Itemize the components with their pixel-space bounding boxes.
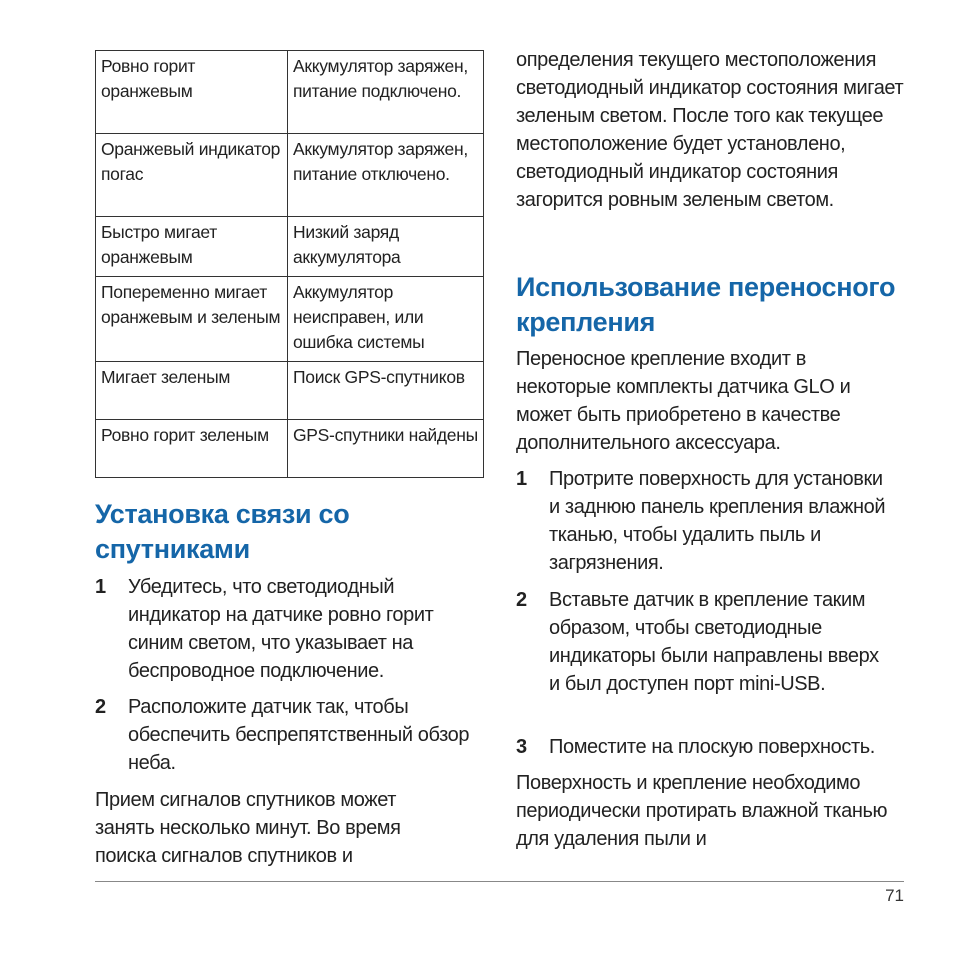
meaning-cell: Аккумулятор неисправен, или ошибка системы	[288, 277, 484, 362]
table-row	[96, 51, 484, 134]
step-item	[516, 733, 911, 765]
table-row	[96, 277, 484, 362]
table-row	[96, 134, 484, 217]
step-item	[95, 693, 490, 783]
step-text: Вставьте датчик в крепление таким образом, чтобы светодиодные индикаторы были направлены вверх и был доступен порт mini-USB.	[549, 589, 879, 695]
meaning-cell: GPS-спутники найдены	[288, 420, 484, 478]
step-number: 1	[516, 468, 527, 490]
meaning-cell: Аккумулятор заряжен, питание отключено.	[288, 134, 484, 217]
meaning-cell: Аккумулятор заряжен, питание подключено.	[288, 51, 484, 134]
step-number: 3	[516, 736, 527, 758]
step-number: 2	[516, 589, 527, 611]
body-paragraph-intro: Переносное крепление входит в некоторые комплекты датчика GLO и может быть приобретено в качестве дополнительного аксессуара.	[516, 348, 851, 454]
section-heading-satellites: Установка связи со спутниками	[95, 499, 350, 564]
body-paragraph-continued: определения текущего местоположения светодиодный индикатор состояния мигает зеленым светом. После того как текущее местоположение будет установлено, светодиодный индикатор состояния загорится ровным зеленым светом.	[516, 49, 904, 211]
meaning-cell: Поиск GPS-спутников	[288, 362, 484, 420]
section-heading-portable-mount: Использование переносного крепления	[516, 272, 896, 337]
step-item	[516, 465, 911, 585]
step-text: Убедитесь, что светодиодный индикатор на датчике ровно горит синим светом, что указывает на беспроводное подключение.	[128, 576, 434, 682]
step-number: 2	[95, 696, 106, 718]
status-cell: Ровно горит оранжевым	[96, 51, 288, 134]
status-cell: Попеременно мигает оранжевым и зеленым	[96, 277, 288, 362]
led-status-table	[95, 50, 484, 478]
body-paragraph-outro: Поверхность и крепление необходимо периодически протирать влажной тканью для удаления пыли и	[516, 772, 888, 850]
body-paragraph: Прием сигналов спутников может занять несколько минут. Во время поиска сигналов спутников и	[95, 789, 401, 867]
status-cell: Быстро мигает оранжевым	[96, 217, 288, 277]
page-number: 71	[885, 886, 904, 905]
step-item	[95, 573, 490, 693]
status-cell: Мигает зеленым	[96, 362, 288, 420]
footer-divider	[95, 881, 904, 882]
status-cell: Оранжевый индикатор погас	[96, 134, 288, 217]
table-row	[96, 420, 484, 478]
step-number: 1	[95, 576, 106, 598]
step-text: Протрите поверхность для установки и заднюю панель крепления влажной тканью, чтобы удалить пыль и загрязнения.	[549, 468, 886, 574]
meaning-cell: Низкий заряд аккумулятора	[288, 217, 484, 277]
status-cell: Ровно горит зеленым	[96, 420, 288, 478]
step-text: Расположите датчик так, чтобы обеспечить беспрепятственный обзор неба.	[128, 696, 470, 774]
table-row	[96, 217, 484, 277]
step-text: Поместите на плоскую поверхность.	[549, 736, 875, 758]
table-row	[96, 362, 484, 420]
step-item	[516, 586, 911, 731]
